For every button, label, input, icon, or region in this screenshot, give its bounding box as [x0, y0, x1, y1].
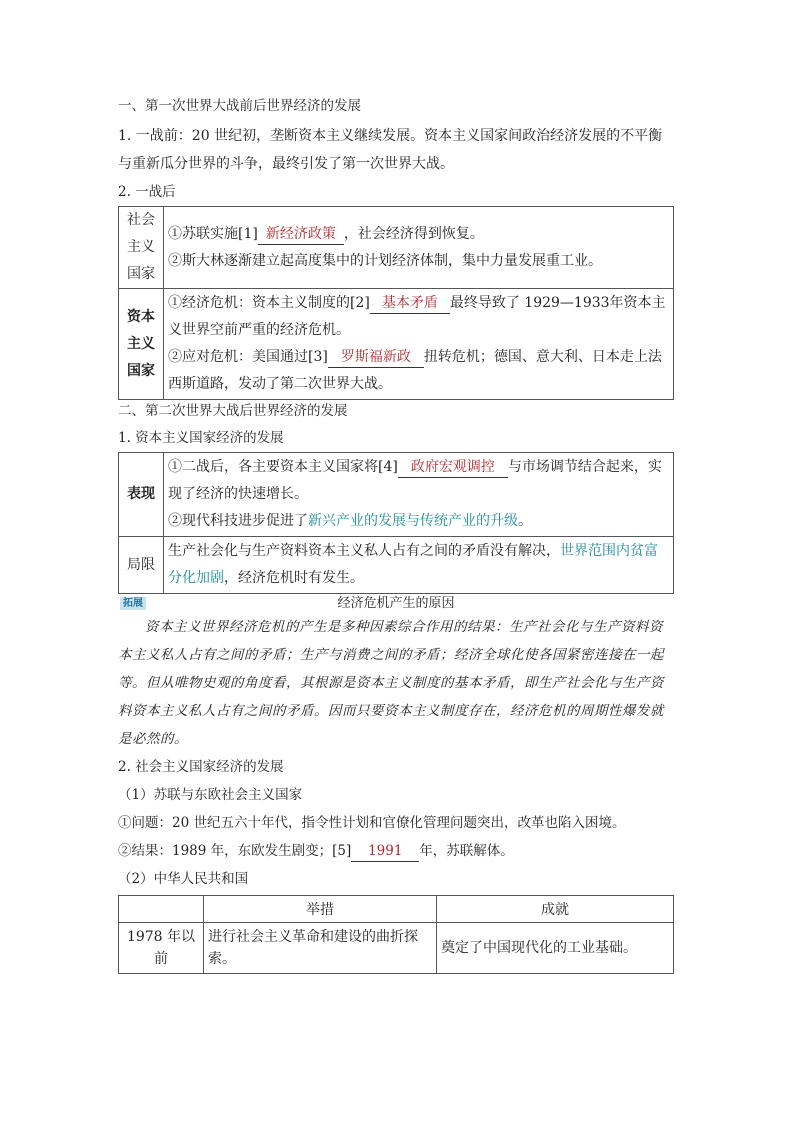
section-1-para-prewar: 1. 一战前：20 世纪初，垄断资本主义继续发展。资本主义国家间政治经济发展的不平衡与重新瓜分世界的斗争，最终引发了第一次世界大战。 [118, 128, 663, 172]
table-row [119, 207, 674, 289]
header-empty [119, 896, 204, 923]
text-segment: ②结果：1989 年，东欧发生剧变；[5] [118, 843, 352, 859]
header-achievements: 成就 [437, 896, 674, 923]
highlight-text: 世界范围内贫富分化加剧 [168, 543, 658, 586]
line-2 [168, 344, 669, 398]
extension-tag: 拓展 [120, 597, 146, 610]
section-1-heading: 一、第一次世界大战前后世界经济的发展 [118, 98, 361, 114]
text-segment: 。 [518, 513, 532, 529]
section-2-para-capitalist: 1. 资本主义国家经济的发展 [118, 430, 284, 446]
line-2: ②斯大林逐渐建立起高度集中的计划经济体制，集中力量发展重工业。 [168, 252, 602, 269]
text-segment: 扭转危机；德国、意大利、日本走上法西斯道路，发动了第二次世界大战。 [168, 349, 662, 392]
row-content-limitation [164, 537, 674, 594]
subsection-ussr: （1）苏联与东欧社会主义国家 [118, 787, 303, 803]
cell-period: 1978 年以前 [119, 923, 204, 974]
highlight-text: 新兴产业的发展与传统产业的升级 [308, 513, 518, 529]
document-page [118, 92, 678, 974]
text-segment: ②现代科技进步促进了 [168, 513, 308, 529]
text-segment: 与市场调节结合起来，实现了经济的快速增长。 [168, 459, 662, 502]
line-1 [168, 221, 669, 248]
section-2-heading: 二、第二次世界大战后世界经济的发展 [118, 403, 348, 419]
prc-table [118, 895, 674, 974]
answer-blank-2: 基本矛盾 [370, 293, 450, 314]
subsection-prc: （2）中华人民共和国 [118, 871, 249, 887]
table-row [119, 453, 674, 537]
text-segment: ②应对危机：美国通过[3] [168, 349, 328, 365]
text-segment: 年，苏联解体。 [419, 843, 514, 859]
table-row [119, 537, 674, 594]
cell-measures: 进行社会主义革命和建设的曲折探索。 [204, 923, 437, 974]
row-content-socialist [164, 207, 674, 289]
postwar-table [118, 206, 674, 400]
header-measures: 举措 [204, 896, 437, 923]
section-2-para-socialist: 2. 社会主义国家经济的发展 [118, 759, 284, 775]
capitalist-table [118, 452, 674, 594]
table-header-row [119, 896, 674, 923]
line-2 [168, 508, 669, 535]
row-label-capitalist: 资本主义国家 [119, 289, 164, 400]
extension-title: 经济危机产生的原因 [337, 596, 455, 611]
text-segment: ①经济危机：资本主义制度的[2] [168, 295, 370, 311]
text-segment: ，社会经济得到恢复。 [343, 225, 484, 242]
table-row [119, 289, 674, 400]
line-1 [168, 454, 669, 508]
text-segment: ①二战后，各主要资本主义国家将[4] [168, 459, 398, 475]
row-content-capitalist [164, 289, 674, 400]
row-label-performance: 表现 [119, 453, 164, 537]
extension-body: 资本主义世界经济危机的产生是多种因素综合作用的结果：生产社会化与生产资料资本主义私人占有之间的矛盾；生产与消费之间的矛盾；经济全球化使各国紧密连接在一起等。但从唯物史观的角度看，其根源是资本主义制度的基本矛盾，即生产社会化与生产资料资本主义私人占有之间的矛盾。因而只要资本主义制度存在，经济危机的周期性爆发就是必然的。 [118, 619, 664, 747]
text-segment: ，经济危机时有发生。 [224, 570, 364, 586]
text-segment: 最终导致了 1929—1933年资本主义世界空前严重的经济危机。 [168, 295, 666, 338]
row-label-socialist: 社会主义国家 [119, 207, 164, 289]
cell-achievements: 奠定了中国现代化的工业基础。 [437, 923, 674, 974]
text-segment: 生产社会化与生产资料资本主义私人占有之间的矛盾没有解决， [168, 543, 560, 559]
extension-header [118, 595, 678, 613]
line-1 [168, 290, 669, 344]
answer-blank-5: 1991 [351, 841, 419, 862]
row-label-limitation: 局限 [119, 537, 164, 594]
ussr-result [118, 837, 678, 865]
text-segment: ①苏联实施[1] [168, 225, 258, 242]
answer-blank-3: 罗斯福新政 [328, 347, 424, 368]
row-content-performance [164, 453, 674, 537]
answer-blank-1: 新经济政策 [258, 224, 344, 245]
answer-blank-4: 政府宏观调控 [398, 457, 508, 478]
ussr-problem: ①问题：20 世纪五六十年代，指令性计划和官僚化管理问题突出，改革也陷入困境。 [118, 815, 626, 831]
section-1-para-postwar: 2. 一战后 [118, 184, 176, 200]
table-row [119, 923, 674, 974]
